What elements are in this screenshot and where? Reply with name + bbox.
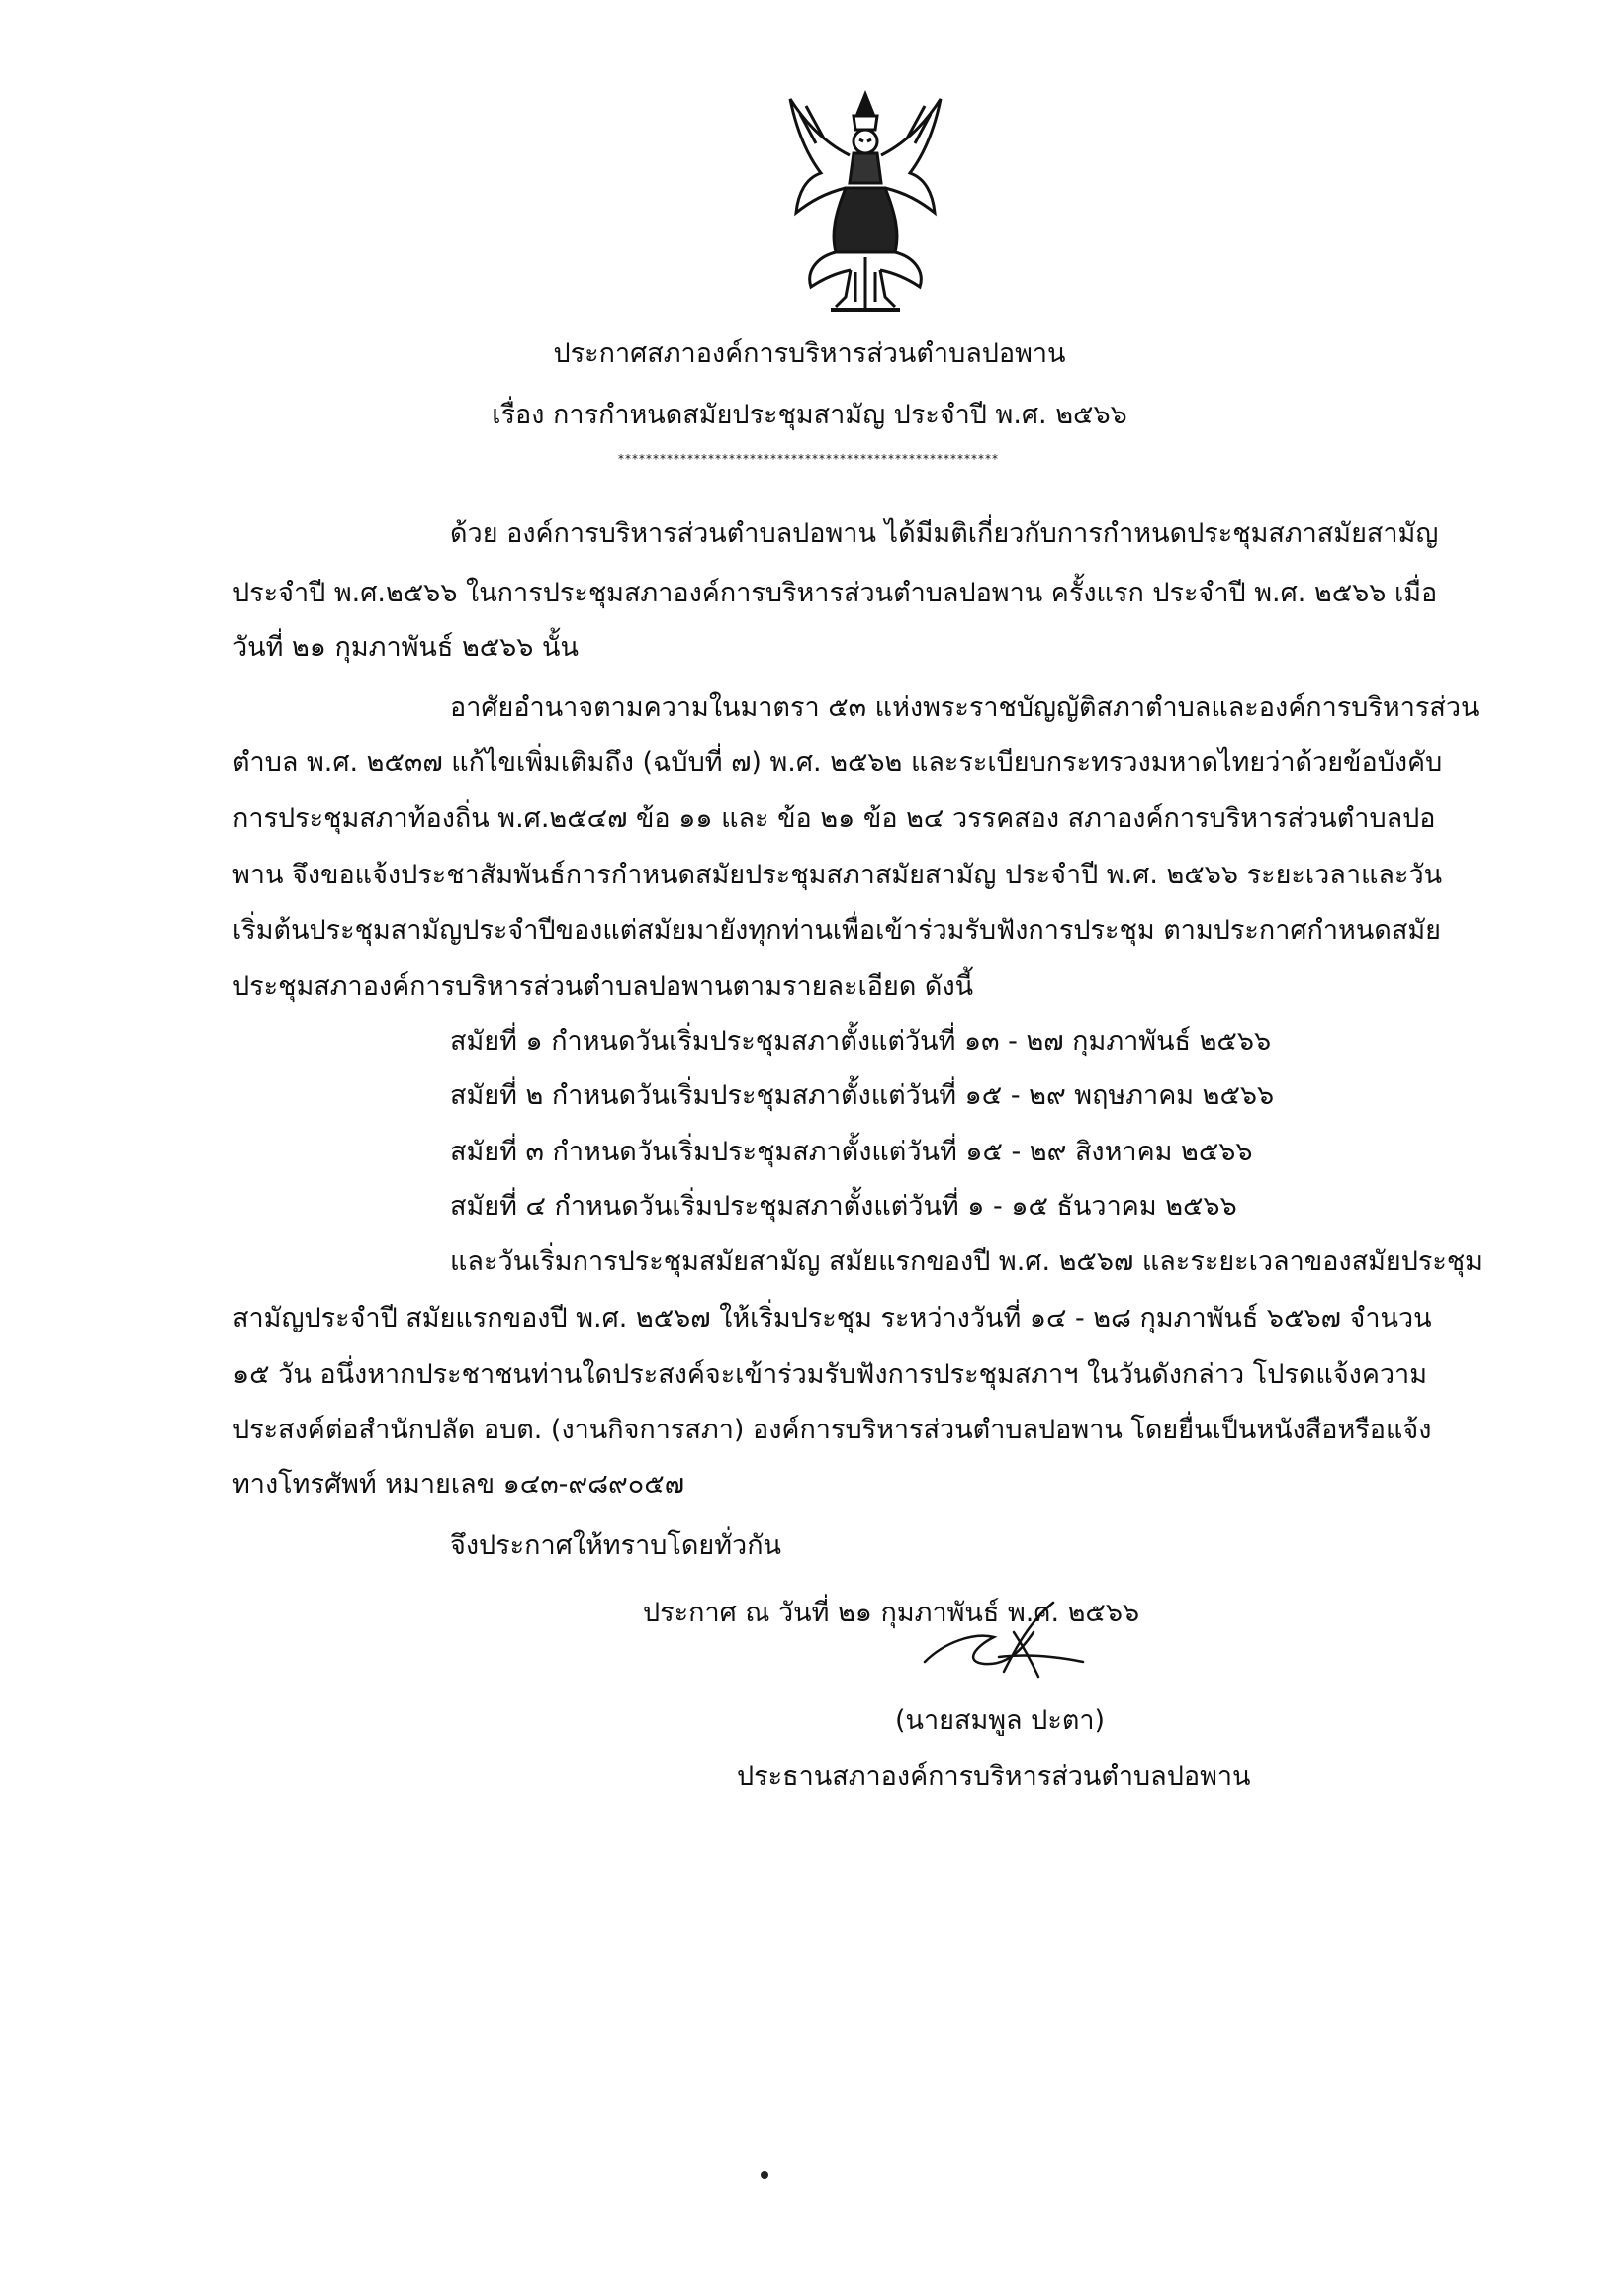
- paragraph-2-line-3: การประชุมสภาท้องถิ่น พ.ศ.๒๕๔๗ ข้อ ๑๑ และ ข้อ ๒๑ ข้อ ๒๔ วรรคสอง สภาองค์การบริหารส่วนตำบลปอ: [232, 803, 1436, 834]
- paragraph-2-line-1: อาศัยอำนาจตามความในมาตรา ๕๓ แห่งพระราชบัญญัติสภาตำบลและองค์การบริหารส่วน: [450, 692, 1480, 723]
- document-subject: เรื่อง การกำหนดสมัยประชุมสามัญ ประจำปี พ.ศ. ๒๕๖๖: [492, 400, 1127, 430]
- paragraph-3-line-3: ๑๕ วัน อนึ่งหากประชาชนท่านใดประสงค์จะเข้าร่วมรับฟังการประชุมสภาฯ ในวันดังกล่าว โปรดแจ้งความ: [232, 1359, 1427, 1390]
- paragraph-2-line-5: เริ่มต้นประชุมสามัญประจำปีของแต่สมัยมายังทุกท่านเพื่อเข้าร่วมรับฟังการประชุม ตามประกาศกำหนดสมัย: [232, 915, 1441, 946]
- signature-image: [915, 1593, 1093, 1687]
- session-4: สมัยที่ ๔ กำหนดวันเริ่มประชุมสภาตั้งแต่วันที่ ๑ - ๑๕ ธันวาคม ๒๕๖๖: [450, 1191, 1237, 1222]
- paragraph-1-line-3: วันที่ ๒๑ กุมภาพันธ์ ๒๕๖๖ นั้น: [232, 632, 579, 663]
- paragraph-2-line-2: ตำบล พ.ศ. ๒๕๓๗ แก้ไขเพิ่มเติมถึง (ฉบับที่ ๗) พ.ศ. ๒๕๖๒ และระเบียบกระทรวงมหาดไทยว่าด้วยข้อบังคับ: [232, 747, 1443, 778]
- paragraph-3-line-5: ทางโทรศัพท์ หมายเลข ๑๔๓-๙๘๙๐๕๗: [232, 1469, 685, 1500]
- title-separator: *******************************************************: [618, 452, 999, 466]
- closing-text: จึงประกาศให้ทราบโดยทั่วกัน: [450, 1530, 781, 1561]
- session-1: สมัยที่ ๑ กำหนดวันเริ่มประชุมสภาตั้งแต่วันที่ ๑๓ - ๒๗ กุมภาพันธ์ ๒๕๖๖: [450, 1026, 1272, 1056]
- announcement-date: ประกาศ ณ วันที่ ๒๑ กุมภาพันธ์ พ.ศ. ๒๕๖๖: [643, 1598, 1140, 1628]
- signatory-name: (นายสมพูล ปะตา): [895, 1705, 1106, 1736]
- page-mark: [761, 2171, 768, 2179]
- paragraph-2-line-4: พาน จึงขอแจ้งประชาสัมพันธ์การกำหนดสมัยประชุมสภาสมัยสามัญ ประจำปี พ.ศ. ๒๕๖๖ ระยะเวลาและวัน: [232, 860, 1443, 890]
- paragraph-3-line-4: ประสงค์ต่อสำนักปลัด อบต. (งานกิจการสภา) องค์การบริหารส่วนตำบลปอพาน โดยยื่นเป็นหนังสือหรือแจ้ง: [232, 1415, 1432, 1445]
- document-title: ประกาศสภาองค์การบริหารส่วนตำบลปอพาน: [553, 338, 1066, 369]
- signatory-position: ประธานสภาองค์การบริหารส่วนตำบลปอพาน: [737, 1761, 1251, 1791]
- paragraph-2-line-6: ประชุมสภาองค์การบริหารส่วนตำบลปอพานตามรายละเอียด ดังนี้: [232, 971, 974, 1002]
- paragraph-3-line-2: สามัญประจำปี สมัยแรกของปี พ.ศ. ๒๕๖๗ ให้เริ่มประชุม ระหว่างวันที่ ๑๔ - ๒๘ กุมภาพันธ์ ๖๕๖๗ จำนวน: [232, 1303, 1432, 1333]
- session-3: สมัยที่ ๓ กำหนดวันเริ่มประชุมสภาตั้งแต่วันที่ ๑๕ - ๒๙ สิงหาคม ๒๕๖๖: [450, 1137, 1253, 1167]
- paragraph-1-line-2: ประจำปี พ.ศ.๒๕๖๖ ในการประชุมสภาองค์การบริหารส่วนตำบลปอพาน ครั้งแรก ประจำปี พ.ศ. ๒๕๖๖ เมื่อ: [232, 578, 1438, 608]
- paragraph-3-line-1: และวันเริ่มการประชุมสมัยสามัญ สมัยแรกของปี พ.ศ. ๒๕๖๗ และระยะเวลาของสมัยประชุม: [450, 1246, 1483, 1277]
- session-2: สมัยที่ ๒ กำหนดวันเริ่มประชุมสภาตั้งแต่วันที่ ๑๕ - ๒๙ พฤษภาคม ๒๕๖๖: [450, 1080, 1275, 1111]
- garuda-emblem-icon: [776, 84, 954, 321]
- paragraph-1-line-1: ด้วย องค์การบริหารส่วนตำบลปอพาน ได้มีมติเกี่ยวกับการกำหนดประชุมสภาสมัยสามัญ: [450, 518, 1439, 549]
